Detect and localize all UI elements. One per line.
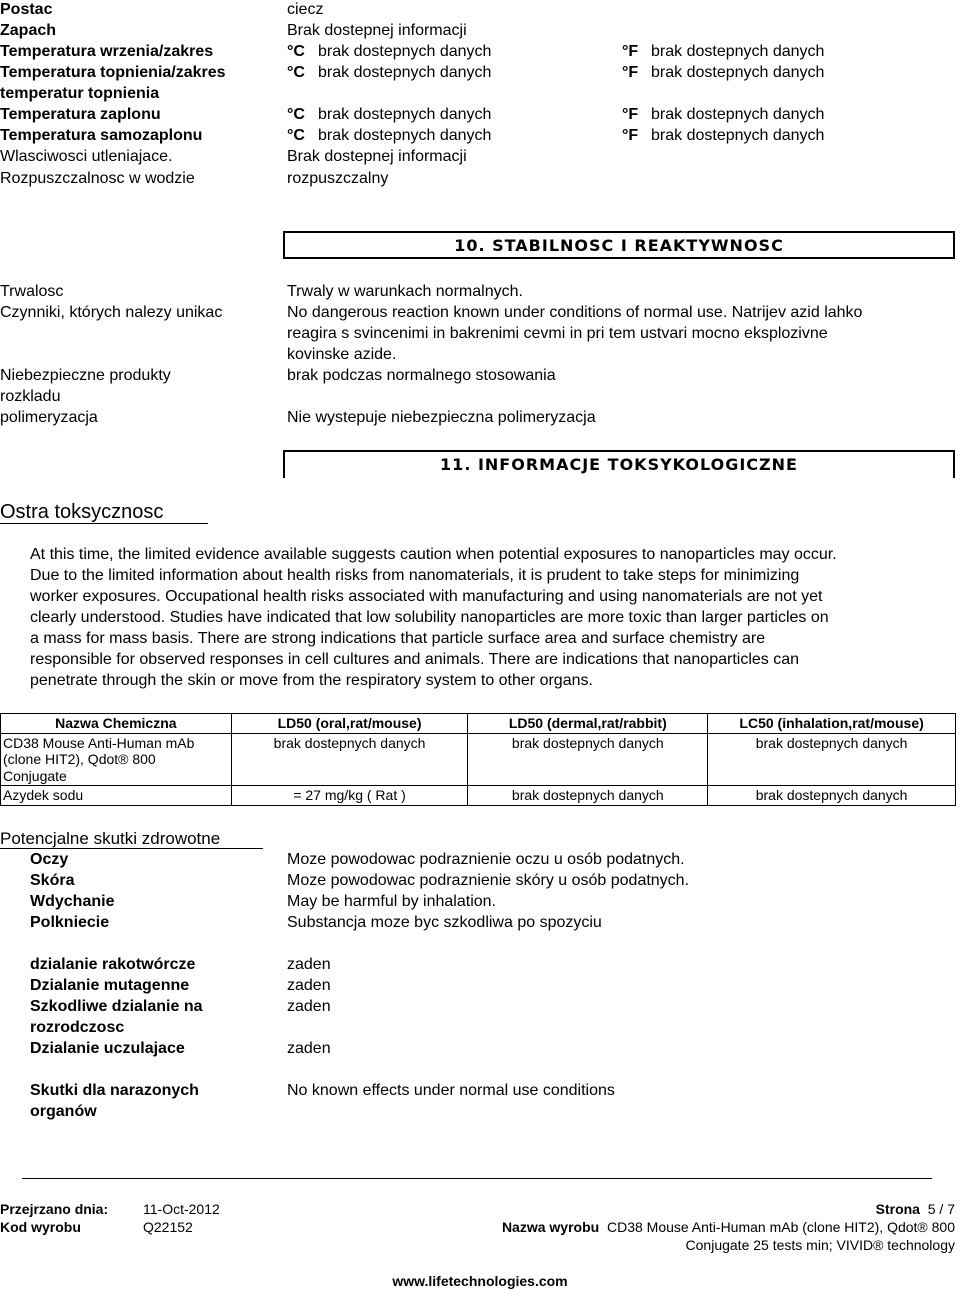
- acute-toxicity-heading: Ostra toksycznosc: [0, 501, 164, 523]
- chronic-value: zaden: [287, 956, 331, 973]
- unit-celsius: °C: [287, 127, 305, 144]
- prop-value: brak dostepnych danych: [318, 127, 492, 144]
- product-name-value: CD38 Mouse Anti-Human mAb (clone HIT2), Qdot® 800: [606, 1219, 955, 1235]
- lc50-inhalation-cell: brak dostepnych danych: [708, 733, 956, 786]
- health-label-ingestion: Polkniecie: [30, 914, 110, 931]
- ld50-dermal-cell: brak dostepnych danych: [468, 786, 708, 806]
- chemical-name-line: (clone HIT2), Qdot® 800: [3, 751, 156, 767]
- avoid-value-line: reagira s svincenimi in bakrenimi cevmi in pri tem ustvari mocno eksplozivne: [287, 325, 828, 342]
- product-name-line: [502, 1218, 955, 1236]
- unit-fahrenheit: °F: [622, 106, 639, 123]
- health-label-skin: Skóra: [30, 872, 75, 889]
- prop-value: brak dostepnych danych: [651, 43, 825, 60]
- column-header: Nazwa Chemiczna: [1, 714, 232, 734]
- product-name-line-2: Conjugate 25 tests min; VIVID® technology: [685, 1237, 955, 1253]
- revised-date: 11-Oct-2012: [143, 1201, 220, 1217]
- prop-label: Temperatura samozaplonu: [0, 127, 203, 144]
- chronic-label: Dzialanie uczulajace: [30, 1040, 185, 1057]
- polymerization-value: Nie wystepuje niebezpieczna polimeryzacja: [287, 409, 596, 426]
- prop-value: Brak dostepnej informacji: [287, 22, 467, 39]
- page-label: Strona: [875, 1201, 920, 1217]
- unit-fahrenheit: °F: [622, 64, 639, 81]
- prop-label: temperatur topnienia: [0, 85, 160, 102]
- section-11-header: 11. INFORMACJE TOKSYKOLOGICZNE: [283, 450, 955, 478]
- health-label-inhalation: Wdychanie: [30, 893, 115, 910]
- prop-value: brak dostepnych danych: [651, 106, 825, 123]
- prop-label: Temperatura topnienia/zakres: [0, 64, 226, 81]
- chronic-value: zaden: [287, 977, 331, 994]
- ld50-oral-cell: brak dostepnych danych: [231, 733, 468, 786]
- health-value-eyes: Moze powodowac podraznienie oczu u osób podatnych.: [287, 851, 685, 868]
- polymerization-label: polimeryzacja: [0, 409, 98, 426]
- section-10-header: 10. STABILNOSC I REAKTYWNOSC: [283, 231, 955, 259]
- prop-label: Postac: [0, 1, 53, 18]
- chemical-name-line: Azydek sodu: [3, 787, 84, 803]
- health-value-ingestion: Substancja moze byc szkodliwa po spozyciu: [287, 914, 602, 931]
- prop-value: brak dostepnych danych: [318, 64, 492, 81]
- lc50-inhalation-cell: brak dostepnych danych: [708, 786, 956, 806]
- revised-label: Przejrzano dnia:: [0, 1201, 109, 1217]
- page-number: 5 / 7: [927, 1201, 955, 1217]
- chronic-label-cont: rozrodczosc: [30, 1019, 125, 1036]
- avoid-value-line: kovinske azide.: [287, 346, 397, 363]
- chronic-label: Dzialanie mutagenne: [30, 977, 190, 994]
- product-name-label: Nazwa wyrobu: [501, 1219, 600, 1235]
- decomposition-label: Niebezpieczne produkty: [0, 367, 171, 384]
- product-code-label: Kod wyrobu: [0, 1219, 81, 1235]
- organ-label-line: organów: [30, 1103, 97, 1120]
- paragraph-line: responsible for observed responses in cell cultures and animals. There are indications that nanoparticles can: [30, 651, 800, 668]
- column-header: LD50 (oral,rat/mouse): [231, 714, 468, 734]
- unit-fahrenheit: °F: [622, 127, 639, 144]
- chemical-name-line: Conjugate: [3, 767, 67, 784]
- unit-fahrenheit: °F: [622, 43, 639, 60]
- website: www.lifetechnologies.com: [392, 1273, 568, 1289]
- unit-celsius: °C: [287, 106, 305, 123]
- paragraph-line: worker exposures. Occupational health risks associated with manufacturing and using nanomaterials are not yet: [30, 588, 823, 605]
- prop-label: Rozpuszczalnosc w wodzie: [0, 170, 195, 187]
- prop-label: Zapach: [0, 22, 57, 39]
- unit-celsius: °C: [287, 64, 305, 81]
- decomposition-label-cont: rozkladu: [0, 388, 61, 405]
- ld50-dermal-cell: brak dostepnych danych: [468, 733, 708, 786]
- health-value-inhalation: May be harmful by inhalation.: [287, 893, 496, 910]
- prop-value: Brak dostepnej informacji: [287, 148, 467, 165]
- chemical-name-cell: [1, 733, 232, 786]
- table-header-row: [1, 714, 956, 734]
- column-header: LC50 (inhalation,rat/mouse): [708, 714, 956, 734]
- avoid-label: Czynniki, których nalezy unikac: [0, 304, 223, 321]
- column-header: LD50 (dermal,rat/rabbit): [468, 714, 708, 734]
- unit-celsius: °C: [287, 43, 305, 60]
- chronic-value: zaden: [287, 998, 331, 1015]
- health-label-eyes: Oczy: [30, 851, 69, 868]
- chemical-name-line: CD38 Mouse Anti-Human mAb: [3, 734, 195, 751]
- prop-value: rozpuszczalny: [287, 170, 389, 187]
- prop-value: brak dostepnych danych: [318, 106, 492, 123]
- toxicity-table: [0, 713, 956, 806]
- chronic-value: zaden: [287, 1040, 331, 1057]
- prop-value: brak dostepnych danych: [651, 127, 825, 144]
- prop-label: Wlasciwosci utleniajace.: [0, 148, 173, 165]
- acute-toxicity-underline: [0, 523, 208, 524]
- paragraph-line: clearly understood. Studies have indicated that low solubility nanoparticles are more toxic than larger particles on: [30, 609, 829, 626]
- health-value-skin: Moze powodowac podraznienie skóry u osób podatnych.: [287, 872, 690, 889]
- page-indicator: [876, 1200, 955, 1218]
- decomposition-value: brak podczas normalnego stosowania: [287, 367, 556, 384]
- chronic-label: dzialanie rakotwórcze: [30, 956, 196, 973]
- table-row: [1, 786, 956, 806]
- prop-label: Temperatura wrzenia/zakres: [0, 43, 214, 60]
- paragraph-line: penetrate through the skin or move from the respiratory system to other organs.: [30, 672, 593, 689]
- prop-value: brak dostepnych danych: [651, 64, 825, 81]
- health-effects-underline: [0, 848, 263, 849]
- health-effects-heading: Potencjalne skutki zdrowotne: [0, 829, 221, 848]
- prop-value: brak dostepnych danych: [318, 43, 492, 60]
- table-row: [1, 733, 956, 786]
- organ-value: No known effects under normal use conditions: [287, 1082, 615, 1099]
- prop-label: Temperatura zaplonu: [0, 106, 161, 123]
- avoid-value-line: No dangerous reaction known under conditions of normal use. Natrijev azid lahko: [287, 304, 863, 321]
- prop-value: ciecz: [287, 1, 324, 18]
- paragraph-line: Due to the limited information about health risks from nanomaterials, it is prudent to take steps for minimizing: [30, 567, 800, 584]
- ld50-oral-cell: = 27 mg/kg ( Rat ): [231, 786, 468, 806]
- organ-label-line: Skutki dla narazonych: [30, 1082, 199, 1099]
- chemical-name-cell: [1, 786, 232, 806]
- paragraph-line: At this time, the limited evidence available suggests caution when potential exposures to nanoparticles may occur.: [30, 546, 837, 563]
- stability-value: Trwaly w warunkach normalnych.: [287, 283, 523, 300]
- product-code-value: Q22152: [143, 1219, 193, 1235]
- chronic-label: Szkodliwe dzialanie na: [30, 998, 203, 1015]
- stability-label: Trwalosc: [0, 283, 64, 300]
- footer-divider: [22, 1178, 932, 1179]
- paragraph-line: a mass for mass basis. There are strong indications that particle surface area and surface chemistry are: [30, 630, 766, 647]
